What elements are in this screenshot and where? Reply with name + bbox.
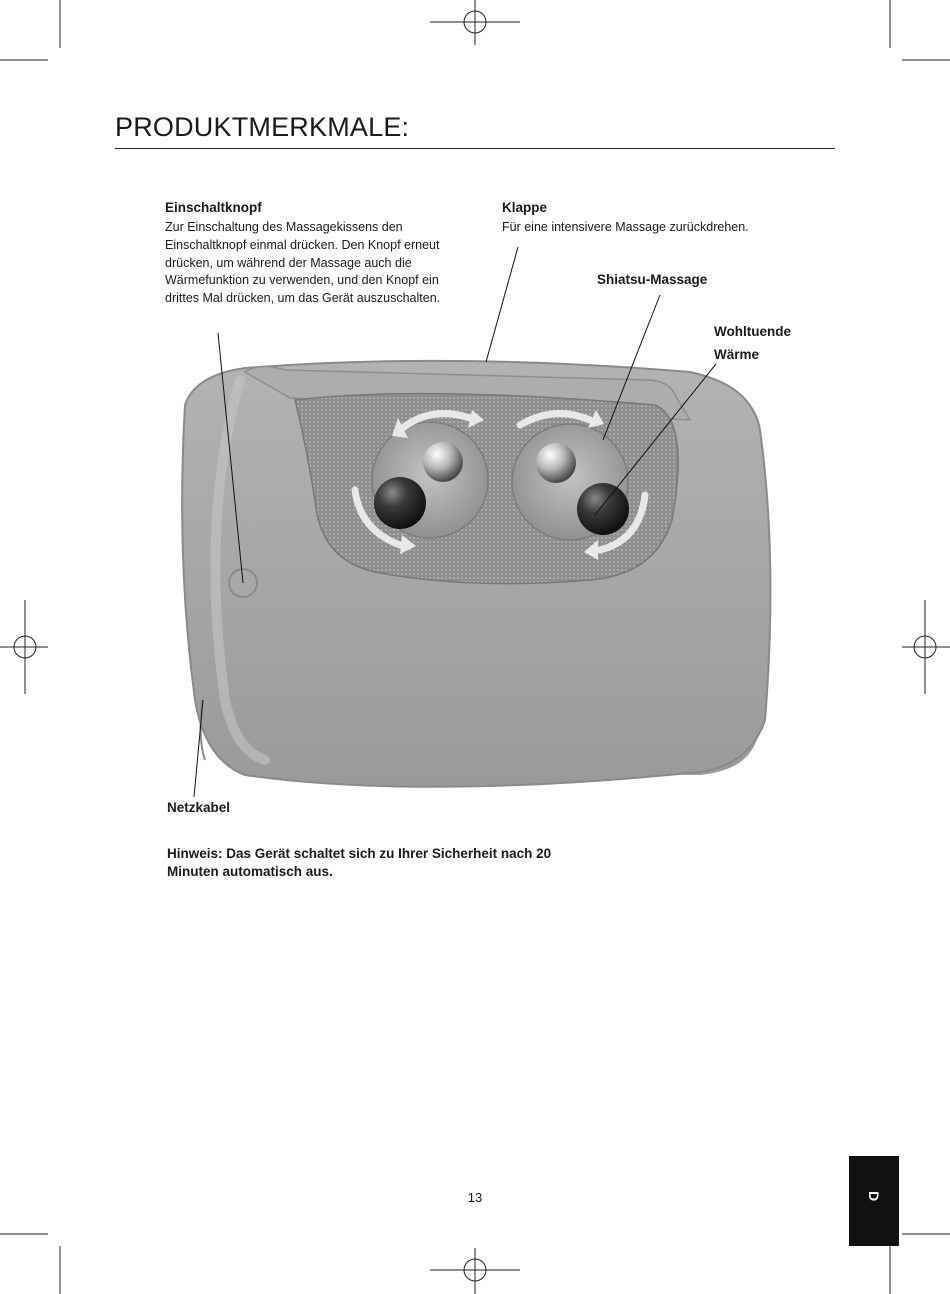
- label-klappe-text: Für eine intensivere Massage zurückdrehen.: [502, 220, 749, 234]
- label-waerme-heading: Wohltuende Wärme: [714, 324, 791, 362]
- safety-note: Hinweis: Das Gerät schaltet sich zu Ihrer Sicherheit nach 20 Minuten automatisch aus.: [167, 846, 552, 879]
- label-klappe-heading: Klappe: [502, 200, 548, 215]
- page-number: 13: [467, 1190, 483, 1205]
- language-tab-label: D: [866, 1190, 882, 1202]
- label-einschaltknopf-heading: Einschaltknopf: [165, 200, 262, 215]
- page-title: PRODUKTMERKMALE:: [115, 112, 410, 142]
- label-einschaltknopf-text: Zur Einschaltung des Massagekissens den Einschaltknopf einmal drücken. Den Knopf erneut drücken, um während der Massage auch die Wärmefunktion zu verwenden, und den Knopf ein drittes Mal drücken, um das Gerät auszuschalten.: [165, 220, 441, 306]
- cushion-illustration: [182, 361, 770, 787]
- language-tab: [849, 1156, 899, 1246]
- title-divider: [115, 148, 835, 149]
- label-netzkabel-heading: Netzkabel: [167, 800, 231, 815]
- label-shiatsu-heading: Shiatsu-Massage: [597, 272, 708, 287]
